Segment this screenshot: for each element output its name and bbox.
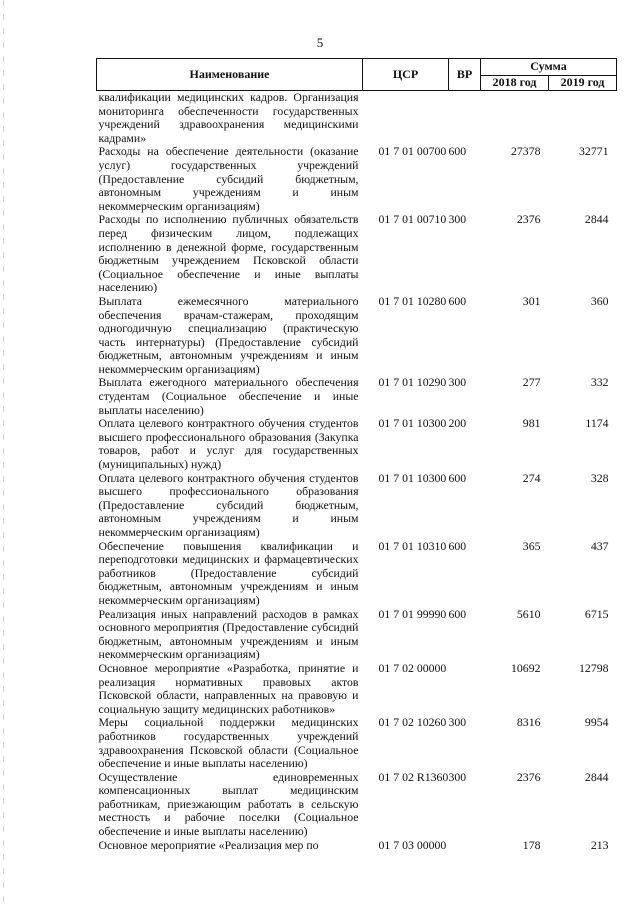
row-sum-2018: 365 [522, 538, 541, 553]
row-csr: 01 7 02 10260 [378, 715, 447, 730]
row-name: квалификации медицинских кадров. Организация мониторинга обеспеченности государственных учреждений здравоохранения медицинскими кадрами» [98, 90, 359, 145]
row-sum-2019: 9954 [584, 715, 609, 730]
row-csr: 01 7 03 00000 [378, 837, 447, 852]
row-sum-2018: 301 [522, 293, 541, 308]
table-row [97, 608, 617, 662]
row-csr: 01 7 02 R1360 [378, 769, 449, 784]
row-name: Осуществление единовременных компенсационных выплат медицинским работникам, приезжающим работать в сельскую местность и рабочие поселки (Социальное обеспечение и иные выплаты населению) [98, 769, 359, 839]
row-csr: 01 7 01 10280 [378, 293, 447, 308]
row-name: Основное мероприятие «Реализация мер по [98, 837, 319, 852]
row-sum-2019: 2844 [584, 769, 609, 784]
row-name: Выплата ежегодного материального обеспечения студентам (Социальное обеспечение и иные выплаты населению) [98, 375, 359, 417]
scan-edge-artifact [3, 0, 4, 905]
row-sum-2018: 5610 [516, 606, 541, 621]
row-vr: 600 [448, 606, 467, 621]
table-row [97, 540, 617, 608]
row-sum-2018: 8316 [516, 715, 541, 730]
row-vr: 300 [448, 212, 467, 227]
row-sum-2019: 12798 [579, 660, 609, 675]
row-sum-2019: 2844 [584, 212, 609, 227]
row-name: Расходы по исполнению публичных обязательств перед физическим лицом, подлежащих исполнению в денежной форме, государственным бюджетным учреждением Псковской области (Социальное обеспечение и иные выплаты населению) [98, 212, 359, 295]
row-vr [449, 91, 481, 146]
row-sum-2018: 2376 [516, 769, 541, 784]
row-name: Меры социальной поддержки медицинских работников государственных учреждений здравоохранения Псковской области (Социальное обеспечение и иные выплаты населению) [98, 715, 359, 771]
row-sum-2018: 27378 [511, 144, 541, 159]
header-vr: ВР [449, 59, 481, 91]
row-csr: 01 7 01 00700 [378, 144, 447, 159]
row-name: Основное мероприятие «Разработка, принятие и реализация нормативных правовых актов Псковской области, направленных на правовую и социальную защиту медицинских работников» [98, 660, 359, 716]
row-sum-2018: 10692 [511, 660, 541, 675]
row-vr [449, 839, 481, 853]
row-csr: 01 7 02 00000 [378, 660, 447, 675]
row-sum-2019: 32771 [579, 144, 609, 159]
table-row [97, 662, 617, 716]
row-sum-2018: 2376 [516, 212, 541, 227]
table-row [97, 771, 617, 839]
header-year-2018: 2018 год [481, 76, 549, 91]
table-row [97, 376, 617, 417]
row-sum-2019: 360 [590, 293, 609, 308]
row-name: Реализация иных направлений расходов в рамках основного мероприятия (Предоставление субсидий бюджетным, автономным учреждениям и иным некоммерческим организациям) [98, 606, 359, 662]
row-name: Оплата целевого контрактного обучения студентов высшего профессионального образования (Предоставление субсидий бюджетным, автономным учреждениям и иным некоммерческим организациям) [98, 470, 359, 539]
row-sum-2019: 332 [590, 375, 609, 390]
header-csr: ЦСР [363, 59, 449, 91]
row-sum-2018: 981 [522, 416, 541, 431]
row-sum-2018: 178 [522, 837, 541, 852]
row-csr: 01 7 01 10300 [378, 416, 447, 431]
row-csr: 01 7 01 10310 [378, 538, 447, 553]
page-number: 5 [316, 35, 324, 50]
row-name: Оплата целевого контрактного обучения студентов высшего профессионального образования (Закупка товаров, работ и услуг для государственных (муниципальных) нужд) [98, 416, 359, 472]
table-header [97, 59, 617, 91]
row-vr: 300 [448, 715, 467, 730]
row-vr: 300 [448, 769, 467, 784]
table-row [97, 472, 617, 540]
row-name: Расходы на обеспечение деятельности (оказание услуг) государственных учреждений (Предоставление субсидий бюджетным, автономным учреждениям и иным некоммерческим организациям) [98, 144, 359, 213]
row-sum-2019: 328 [590, 470, 609, 485]
row-vr [449, 662, 481, 716]
table-row [97, 839, 617, 853]
row-csr: 01 7 01 10290 [378, 375, 447, 390]
row-sum-2019: 6715 [584, 606, 609, 621]
row-sum-2019: 1174 [585, 416, 609, 431]
table-row [97, 145, 617, 213]
table-row [97, 91, 617, 146]
row-vr: 600 [448, 144, 467, 159]
row-vr: 600 [448, 470, 467, 485]
row-vr: 600 [448, 538, 467, 553]
row-sum-2018 [481, 91, 549, 146]
row-sum-2019 [549, 91, 617, 146]
row-sum-2018: 274 [522, 470, 541, 485]
row-csr: 01 7 01 00710 [378, 212, 447, 227]
row-sum-2018: 277 [522, 375, 541, 390]
row-csr: 01 7 01 10300 [378, 470, 447, 485]
row-sum-2019: 213 [590, 837, 609, 852]
header-year-2019: 2019 год [549, 76, 617, 91]
header-name: Наименование [97, 59, 363, 91]
table-row [97, 295, 617, 377]
row-csr: 01 7 01 99990 [378, 606, 447, 621]
header-sum: Сумма [481, 59, 617, 76]
row-csr [363, 91, 449, 146]
row-sum-2019: 437 [590, 538, 609, 553]
budget-table [96, 58, 617, 852]
table-row [97, 213, 617, 295]
table-row [97, 716, 617, 770]
row-vr: 200 [448, 416, 467, 431]
table-row [97, 417, 617, 471]
row-name: Обеспечение повышения квалификации и переподготовки медицинских и фармацевтических работников (Предоставление субсидий бюджетным, автономным учреждениям и иным некоммерческим организациям) [98, 538, 359, 607]
row-vr: 300 [448, 375, 467, 390]
row-name: Выплата ежемесячного материального обеспечения врачам-стажерам, проходящим одногодичную специализацию (практическую часть интернатуры) (Предоставление субсидий бюджетным, автономным учреждениям и иным некоммерческим организациям) [98, 293, 359, 376]
table-body [97, 91, 617, 853]
row-vr: 600 [448, 293, 467, 308]
